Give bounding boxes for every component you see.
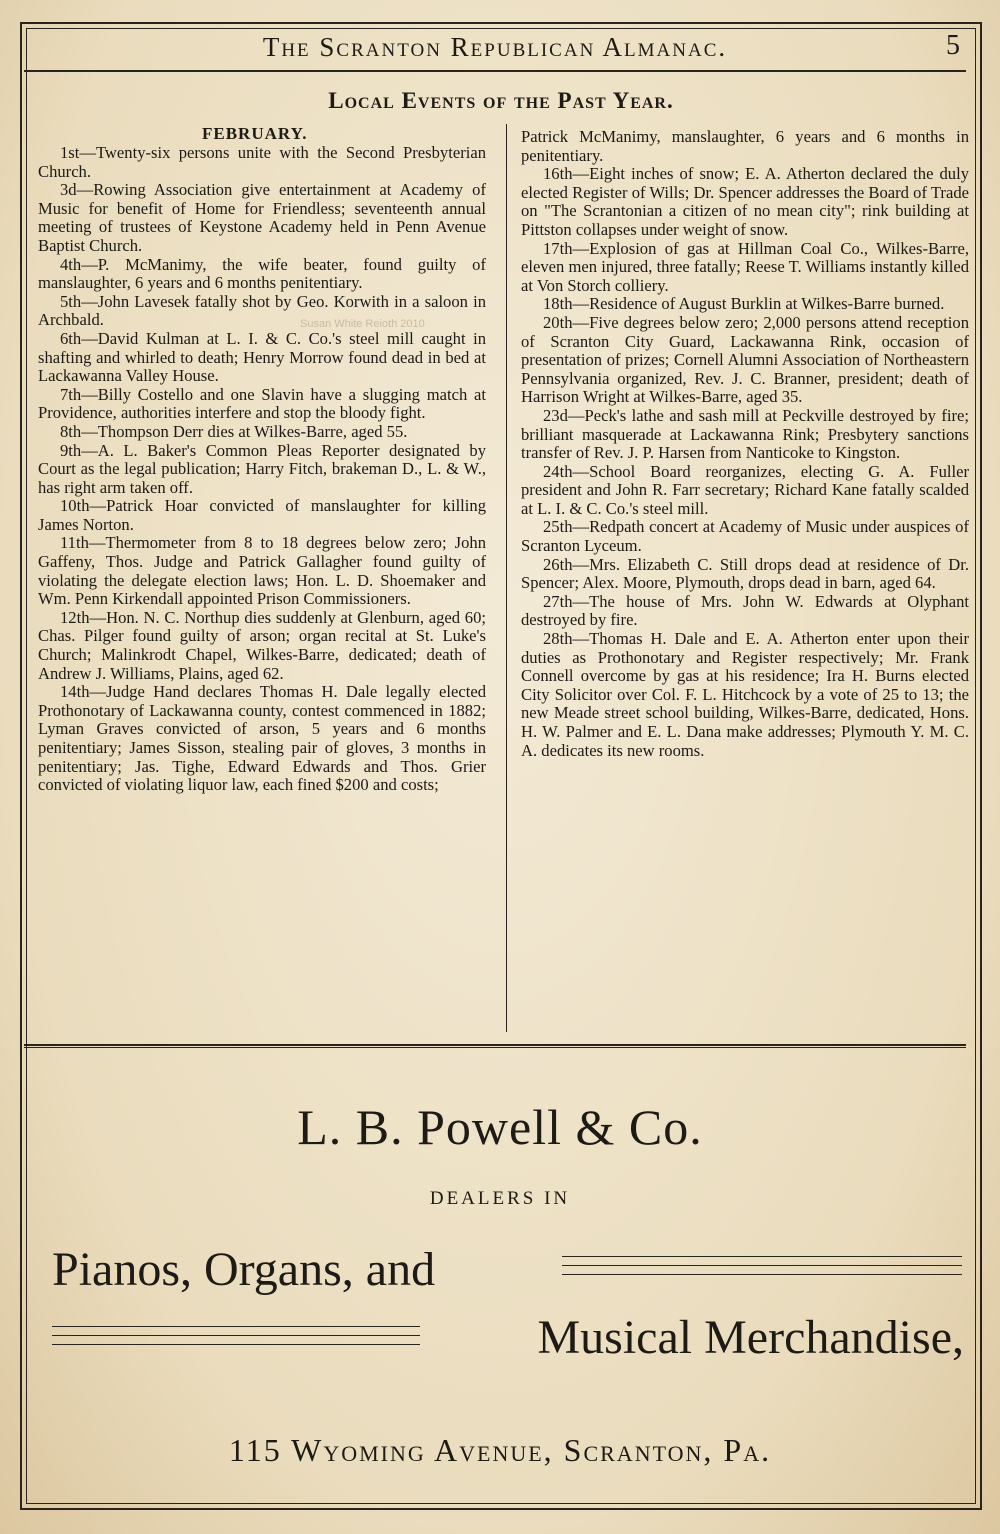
event-entry: 12th—Hon. N. C. Northup dies suddenly at Glenburn, aged 60; Chas. Pilger found guilty of arson; organ recital at St. Luke's Church; Malinkrodt Chapel, Wilkes-Barre, dedicated; death of Andrew J. Williams, Plains, aged 62.	[38, 607, 486, 683]
event-entry: 5th—John Lavesek fatally shot by Geo. Korwith in a saloon in Archbald.	[38, 291, 486, 330]
event-entry: 28th—Thomas H. Dale and E. A. Atherton enter upon their duties as Prothonotary and Register respectively; Mr. Frank Connell overcome by gas at his residence; Ira H. Burns elected City Solicitor over Col. F. L. Hitchcock by a vote of 25 to 13; the new Meade street school building, Wilkes-Barre, dedicated, Hons. H. W. Palmer and E. L. Dana make addresses; Plymouth Y. M. C. A. dedicates its new rooms.	[521, 629, 969, 760]
left-column	[38, 124, 486, 1036]
event-entry: 16th—Eight inches of snow; E. A. Atherton declared the duly elected Register of Wills; Dr. Spencer addresses the Board of Trade on "The Scrantonian a citizen of no mean city"; rink building at Pittston collapses under weight of snow.	[521, 164, 969, 239]
event-entry: 17th—Explosion of gas at Hillman Coal Co., Wilkes-Barre, eleven men injured, three fatally; Reese T. Williams instantly killed at Von Storch colliery.	[521, 238, 969, 295]
month-heading: FEBRUARY.	[202, 124, 308, 143]
event-entry: Patrick McManimy, manslaughter, 6 years and 6 months in penitentiary.	[521, 127, 969, 165]
event-entry: 6th—David Kulman at L. I. & C. Co.'s steel mill caught in shafting and whirled to death; Henry Morrow found dead in bed at Lackawanna Valley House.	[38, 328, 486, 386]
ad-dealers-in: DEALERS IN	[429, 1188, 571, 1209]
running-header	[30, 30, 960, 66]
section-title: Local Events of the Past Year.	[328, 88, 674, 113]
header-rule	[24, 70, 966, 72]
decorative-rules	[562, 1256, 962, 1283]
ad-address: 115 Wyoming Avenue, Scranton, Pa.	[228, 1432, 772, 1468]
ad-company-name: L. B. Powell & Co.	[297, 1099, 703, 1155]
section-rule	[24, 1044, 966, 1048]
event-entry: 20th—Five degrees below zero; 2,000 persons attend reception of Scranton City Guard, Lackawanna Rink, occasion of presentation of prizes; Cornell Alumni Association of Northeastern Pennsylvania organized, Rev. J. C. Branner, president; death of Harrison Wright at Wilkes-Barre, aged 35.	[521, 312, 969, 407]
event-entry: 24th—School Board reorganizes, electing G. A. Fuller president and John R. Farr secretary; Richard Kane fatally scalded at L. I. & C. Co.'s steel mill.	[521, 461, 969, 518]
page-number: 5	[946, 30, 960, 61]
event-entry: 9th—A. L. Baker's Common Pleas Reporter designated by Court as the legal publication; Harry Fitch, brakeman D., L. & W., has right arm taken off.	[38, 440, 486, 497]
ad-products-line-2: Musical Merchandise,	[537, 1311, 964, 1364]
event-entry: 1st—Twenty-six persons unite with the Second Presbyterian Church.	[38, 143, 486, 181]
event-entry: 8th—Thompson Derr dies at Wilkes-Barre, aged 55.	[60, 421, 408, 441]
watermark: Susan White Reioth 2010	[300, 318, 425, 330]
event-entry: 4th—P. McManimy, the wife beater, found guilty of manslaughter, 6 years and 6 months penitentiary.	[38, 254, 486, 293]
event-entry: 18th—Residence of August Burklin at Wilkes-Barre burned.	[543, 294, 945, 314]
event-entry: 10th—Patrick Hoar convicted of manslaughter for killing James Norton.	[38, 496, 486, 534]
event-entry: 27th—The house of Mrs. John W. Edwards at Olyphant destroyed by fire.	[521, 591, 969, 630]
almanac-title: The Scranton Republican Almanac.	[262, 32, 728, 62]
right-column	[521, 128, 969, 1036]
event-entry: 14th—Judge Hand declares Thomas H. Dale legally elected Prothonotary of Lackawanna county, contest commenced in 1882; Lyman Graves convicted of arson, 5 years and 6 months penitentiary; James Sisson, stealing pair of gloves, 3 months in penitentiary; Jas. Tighe, Edward Edwards and Thos. Grier convicted of violating liquor law, each fined $200 and costs;	[38, 682, 486, 795]
ad-products-line-1: Pianos, Organs, and	[52, 1243, 436, 1296]
event-entry: 25th—Redpath concert at Academy of Music under auspices of Scranton Lyceum.	[521, 517, 969, 556]
event-entry: 23d—Peck's lathe and sash mill at Peckville destroyed by fire; brilliant masquerade at Lackawanna Rink; Presbytery sanctions transfer of Rev. J. P. Harsen from Nanticoke to Kingston.	[521, 405, 969, 463]
event-entry: 26th—Mrs. Elizabeth C. Still drops dead at residence of Dr. Spencer; Alex. Moore, Plymouth, drops dead in barn, aged 64.	[521, 554, 969, 593]
column-divider	[506, 124, 507, 1032]
event-entry: 3d—Rowing Association give entertainment at Academy of Music for benefit of Home for Friendless; seventeenth annual meeting of trustees of Keystone Academy held in Penn Avenue Baptist Church.	[38, 180, 486, 255]
decorative-rules	[52, 1326, 420, 1353]
event-entry: 11th—Thermometer from 8 to 18 degrees below zero; John Gaffeny, Thos. Judge and Patrick Gallagher found guilty of violating the delegate election laws; Hon. L. D. Shoemaker and Wm. Penn Kirkendall appointed Prison Commissioners.	[38, 533, 486, 609]
event-entry: 7th—Billy Costello and one Slavin have a slugging match at Providence, authorities interfere and stop the bloody fight.	[38, 384, 486, 423]
